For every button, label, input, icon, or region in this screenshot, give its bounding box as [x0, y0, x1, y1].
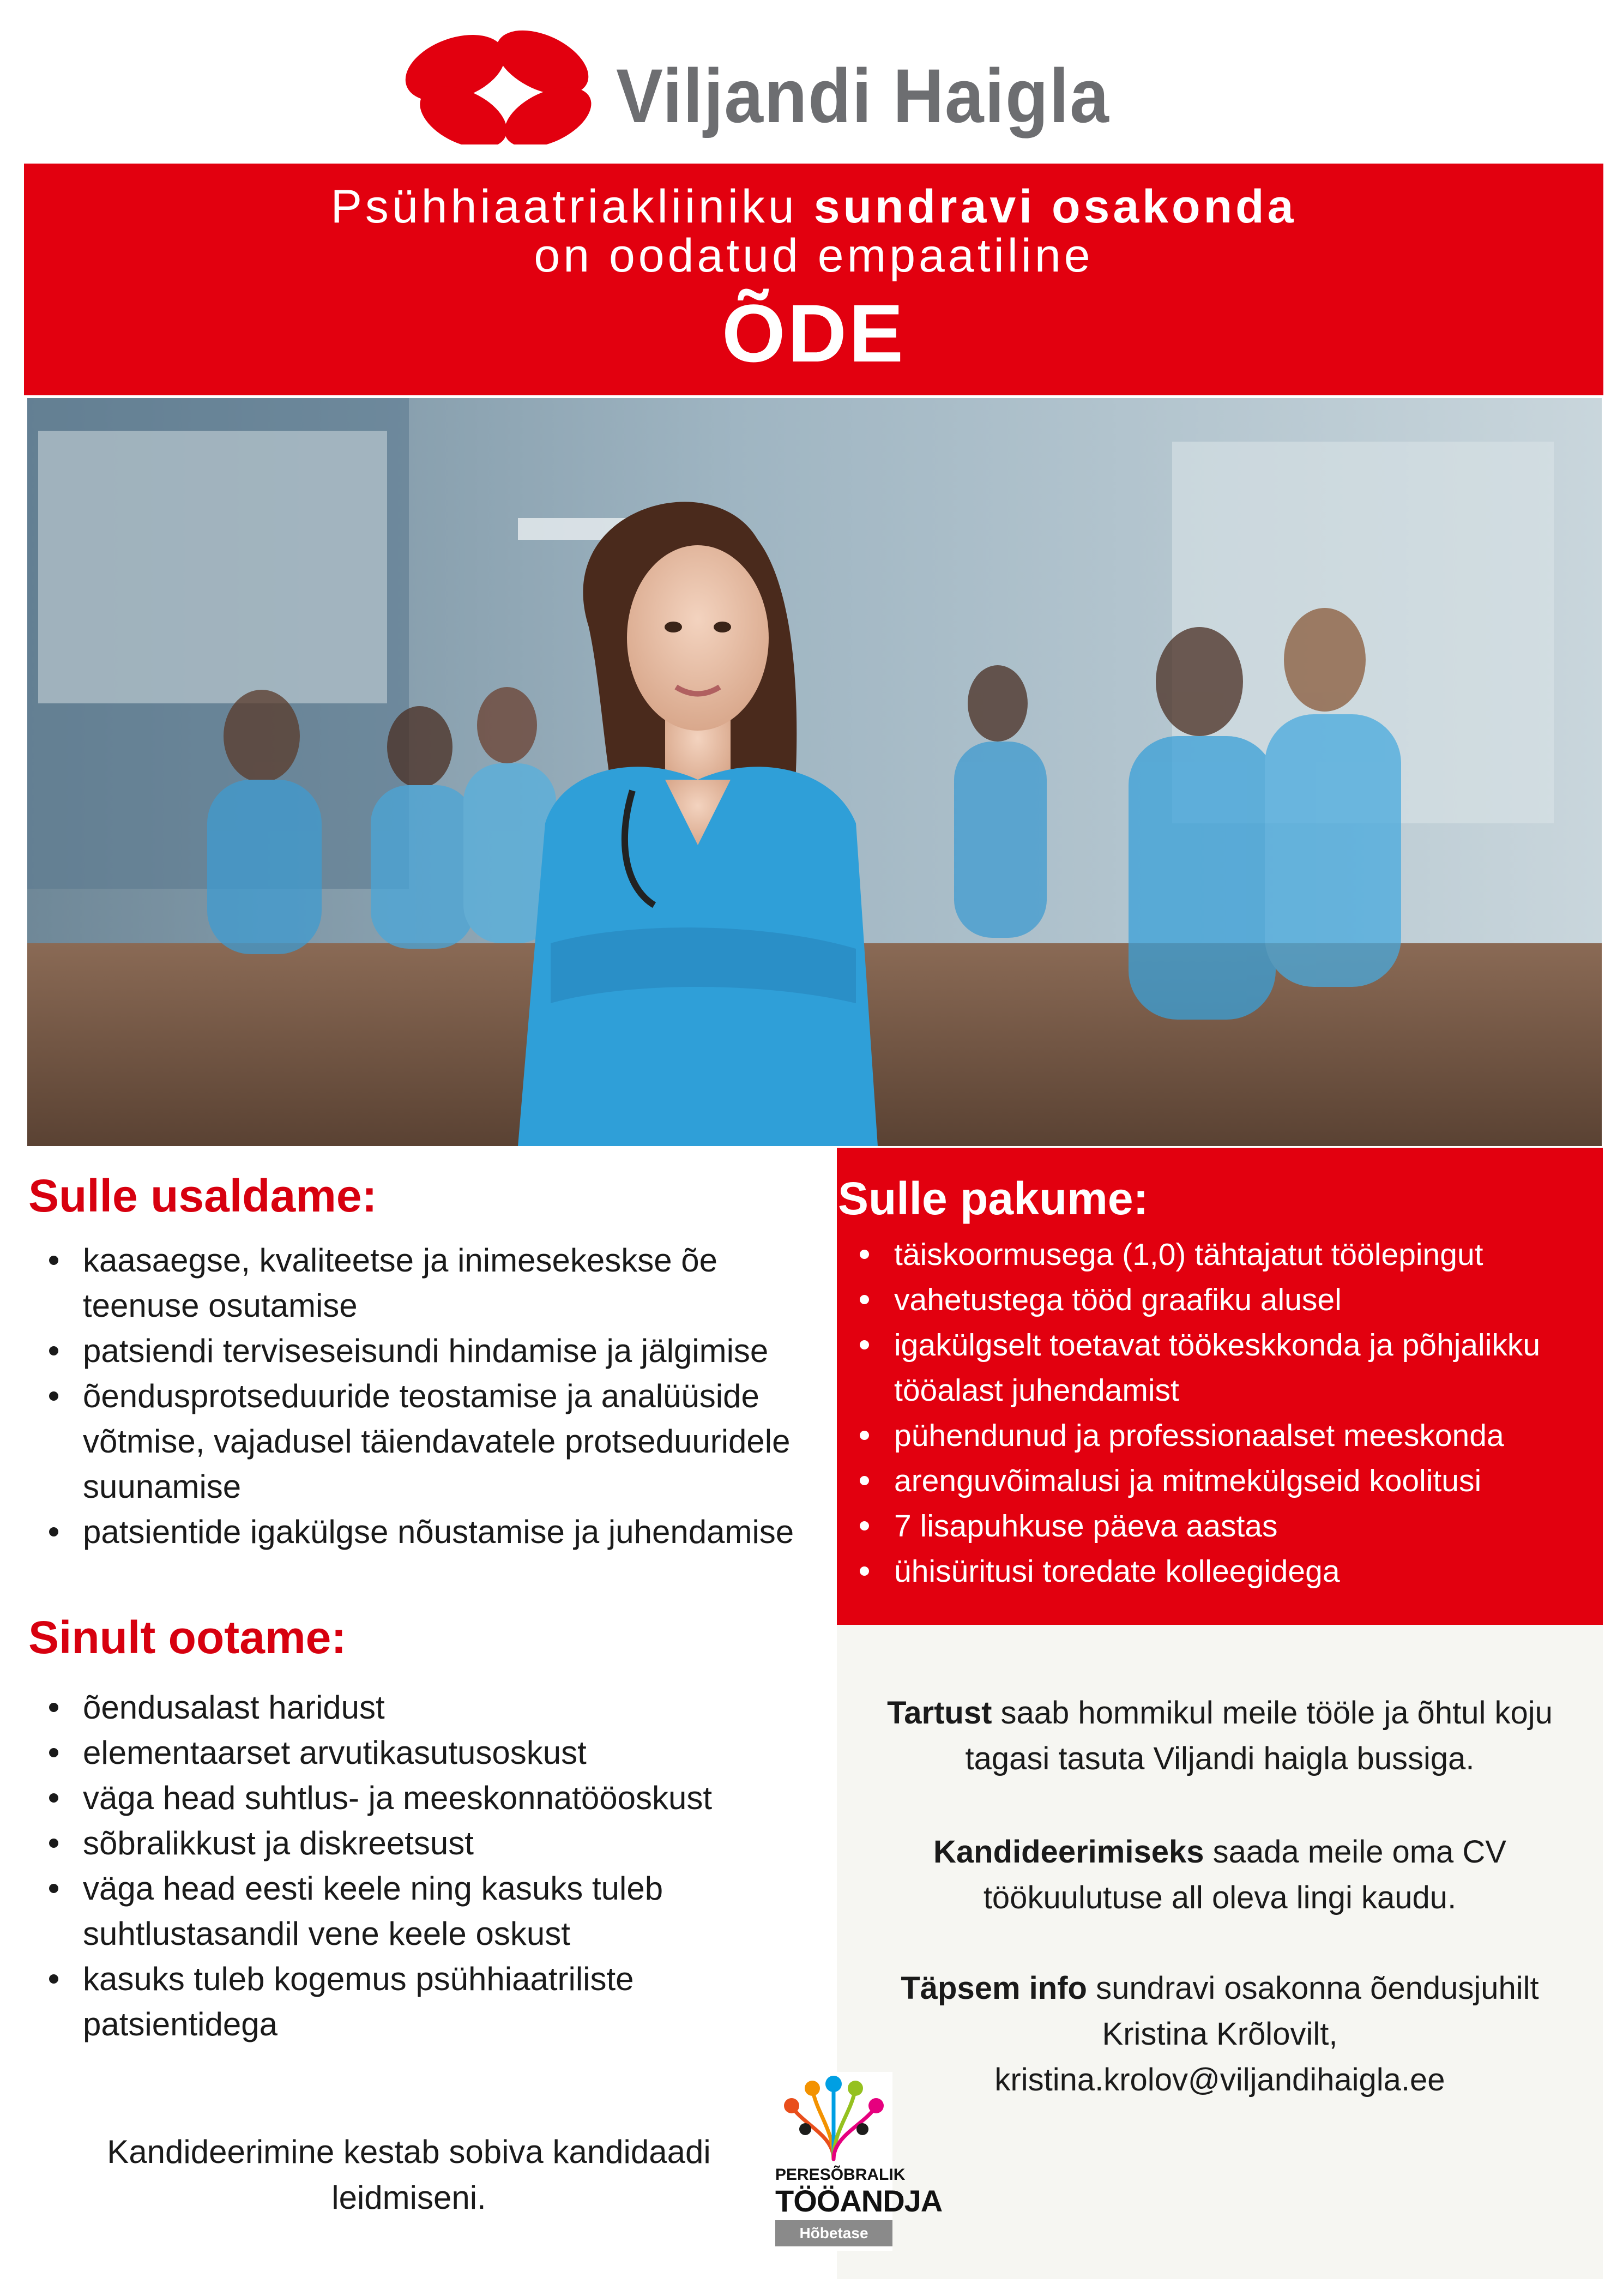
header-line-1-prefix: Psühhiaatriakliiniku	[330, 180, 814, 233]
list-item: igakülgselt toetavat töökeskkonda ja põhjalikku tööalast juhendamist	[837, 1323, 1600, 1413]
list-item: ühisüritusi toredate kolleegidega	[837, 1549, 1600, 1594]
trust-section-title: Sulle usaldame:	[28, 1170, 377, 1221]
list-item: arenguvõimalusi ja mitmekülgseid koolitusi	[837, 1459, 1600, 1504]
trust-list	[28, 1238, 813, 1554]
contact-info	[859, 1966, 1581, 2103]
offer-box	[837, 1148, 1603, 1625]
bus-info-text: saab hommikul meile tööle ja õhtul koju tagasi tasuta Viljandi haigla bussiga.	[965, 1695, 1553, 1776]
job-header	[24, 164, 1603, 395]
viljandi-haigla-logo	[398, 30, 1110, 144]
badge-line-1: PERESÕBRALIK	[775, 2166, 906, 2184]
list-item: pühendunud ja professionaalset meeskonda	[837, 1413, 1600, 1459]
logo-wordmark: Viljandi Haigla	[616, 53, 1110, 138]
header-line-2: on oodatud empaatiline	[534, 230, 1094, 282]
job-title: ÕDE	[721, 287, 906, 379]
closing-note: Kandideerimine kestab sobiva kandidaadi leidmiseni.	[107, 2134, 711, 2216]
expect-section-title: Sinult ootame:	[28, 1612, 347, 1663]
badge-level: Hõbetase	[775, 2220, 892, 2246]
list-item: kaasaegse, kvaliteetse ja inimesekeskse õe teenuse osutamise	[28, 1238, 813, 1328]
info-box	[837, 1625, 1603, 2279]
bus-info	[859, 1690, 1581, 1782]
contact-info-text: sundravi osakonna õendusjuhilt	[1087, 1970, 1539, 2006]
list-item: vahetustega tööd graafiku alusel	[837, 1277, 1600, 1323]
family-friendly-employer-badge	[775, 2072, 943, 2251]
list-item: väga head suhtlus- ja meeskonnatööoskust	[28, 1775, 813, 1821]
list-item: elementaarset arvutikasutusoskust	[28, 1730, 813, 1775]
apply-info	[859, 1829, 1581, 1921]
header-line-1	[24, 180, 1603, 234]
offer-list	[837, 1232, 1600, 1594]
contact-name: Kristina Krõlovilt,	[1102, 2016, 1338, 2052]
bus-info-bold: Tartust	[887, 1695, 992, 1731]
list-item: patsientide igakülgse nõustamise ja juhendamise	[28, 1509, 813, 1554]
apply-info-bold: Kandideerimiseks	[933, 1834, 1204, 1870]
apply-info-text: saada meile oma CV töökuulutuse all oleva lingi kaudu.	[983, 1834, 1506, 1915]
clover-logo-icon	[398, 30, 605, 144]
contact-email: kristina.krolov@viljandihaigla.ee	[994, 2062, 1445, 2098]
list-item: sõbralikkust ja diskreetsust	[28, 1821, 813, 1866]
list-item: õendusalast haridust	[28, 1685, 813, 1730]
list-item: 7 lisapuhkuse päeva aastas	[837, 1504, 1600, 1549]
contact-info-bold: Täpsem info	[901, 1970, 1087, 2006]
people-tree-icon	[775, 2072, 892, 2165]
list-item: väga head eesti keele ning kasuks tuleb suhtlustasandil vene keele oskust	[28, 1866, 813, 1956]
badge-line-2: TÖÖANDJA	[775, 2184, 943, 2218]
list-item: täiskoormusega (1,0) tähtajatut töölepingut	[837, 1232, 1600, 1277]
expect-list	[28, 1685, 813, 2047]
list-item: kasuks tuleb kogemus psühhiaatriliste patsientidega	[28, 1956, 813, 2047]
header-line-1-bold: sundravi osakonda	[813, 180, 1297, 233]
list-item: õendusprotseduuride teostamise ja analüüside võtmise, vajadusel täiendavatele protseduuridele suunamise	[28, 1373, 813, 1509]
nurses-photo	[27, 398, 1602, 1146]
nurses-photo-illustration	[27, 398, 1602, 1146]
list-item: patsiendi terviseseisundi hindamise ja jälgimise	[28, 1328, 813, 1373]
offer-section-title: Sulle pakume:	[838, 1173, 1149, 1224]
